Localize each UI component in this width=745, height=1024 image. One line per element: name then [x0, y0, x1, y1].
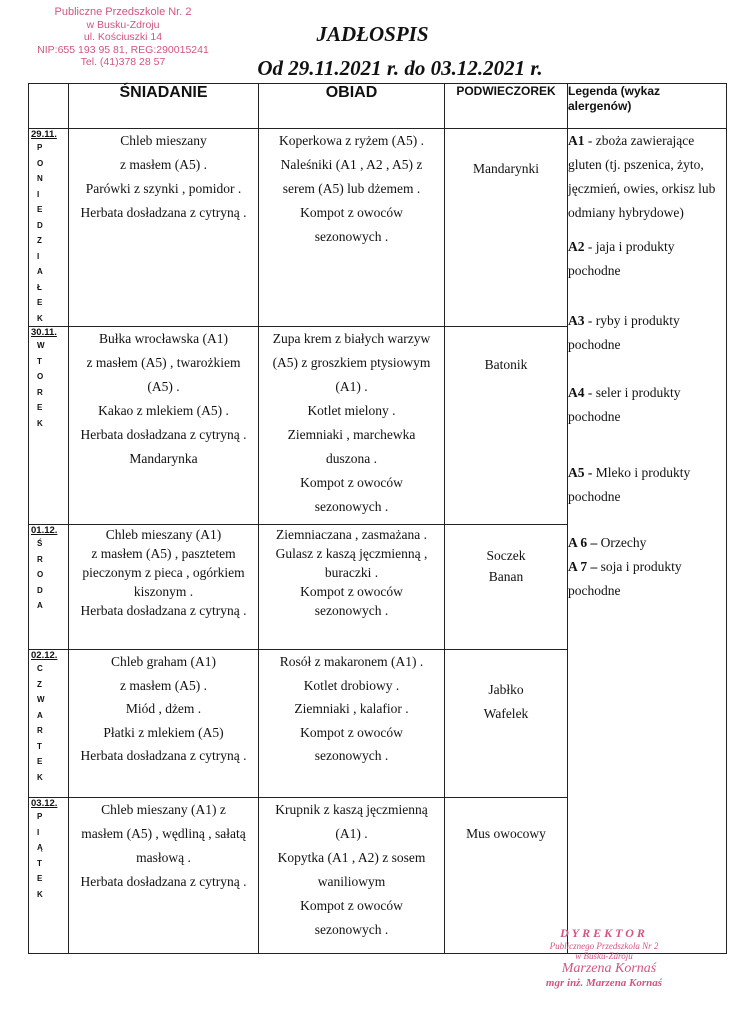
day-letter: K	[37, 772, 43, 782]
legend-header: Legenda (wykaz alergenów)	[568, 84, 727, 129]
snack-cell	[445, 650, 568, 798]
menu-line: Herbata dosładzana z cytryną .	[80, 603, 247, 618]
snack-cell	[445, 327, 568, 525]
menu-line: Jabłko	[488, 682, 524, 697]
menu-line: Batonik	[484, 357, 528, 372]
legend-a1	[568, 129, 726, 225]
day-letter: E	[37, 298, 43, 307]
day-letter: I	[37, 827, 40, 837]
director-name: mgr inż. Marzena Kornaś	[545, 977, 663, 989]
menu-line: Chleb graham (A1)	[111, 654, 216, 669]
lunch-cell	[259, 129, 445, 327]
menu-line: Rosół z makaronem (A1) .	[279, 654, 424, 669]
legend-a3-text: - ryby i produkty pochodne	[568, 313, 680, 352]
handwritten-signature: Marzena Kornaś	[561, 961, 657, 976]
legend-a4-text: - seler i produkty pochodne	[568, 385, 681, 424]
menu-line: Herbata dosładzana z cytryną .	[80, 427, 247, 442]
day-letter: N	[37, 174, 43, 183]
legend-a2-code: A2	[568, 239, 585, 254]
stamp-line-5: Tel. (41)378 28 57	[80, 56, 166, 68]
menu-line: Chleb mieszany (A1) z	[101, 802, 226, 817]
day-letter: K	[37, 418, 43, 428]
menu-line: Miód , dżem .	[125, 701, 202, 716]
menu-line: Ziemniaki , marchewka	[287, 427, 416, 442]
menu-line: pieczonym z pieca , ogórkiem	[82, 565, 245, 580]
menu-line: sezonowych .	[314, 603, 389, 618]
day-letter: R	[37, 554, 43, 564]
menu-line: Kompot z owoców	[300, 584, 403, 599]
legend-a5-code: A5 -	[568, 465, 593, 480]
legend-a7-code: A 7 –	[568, 559, 598, 574]
day-name	[37, 338, 68, 431]
day-letter: I	[37, 189, 40, 199]
menu-line: duszona .	[326, 451, 377, 466]
day-letter: K	[37, 889, 43, 899]
snack-header: PODWIECZOREK	[445, 84, 568, 129]
page-title: JADŁOSPIS	[316, 22, 429, 46]
day-cell	[29, 798, 69, 954]
legend-a3-code: A3	[568, 313, 585, 328]
menu-line: Wafelek	[483, 705, 529, 721]
menu-line: z masłem (A5) , pasztetem	[91, 546, 236, 561]
menu-line: sezonowych .	[314, 748, 389, 763]
day-letter: Ł	[37, 282, 42, 292]
day-cell	[29, 650, 69, 798]
menu-line: z masłem (A5) .	[120, 677, 207, 693]
day-letter: Z	[37, 236, 42, 245]
menu-line: (A1) .	[335, 826, 368, 841]
breakfast-cell	[69, 525, 259, 650]
day-letter: T	[37, 858, 42, 868]
director-stamp	[496, 926, 712, 989]
menu-line: kiszonym .	[133, 584, 194, 599]
day-cell	[29, 129, 69, 327]
menu-line: Bułka wrocławska (A1)	[99, 331, 228, 346]
day-date: 02.12.	[31, 650, 58, 661]
day-letter: T	[37, 741, 42, 751]
menu-line: Soczek	[486, 548, 526, 563]
lunch-cell	[259, 525, 445, 650]
day-letter: O	[37, 570, 44, 579]
stamp-line-2: w Busku-Zdroju	[86, 18, 160, 31]
menu-line: sezonowych .	[314, 229, 389, 244]
menu-line: Płatki z mlekiem (A5)	[103, 724, 224, 740]
menu-line: Zupa krem z białych warzyw	[272, 331, 431, 346]
menu-line: masłem (A5) , wędliną , sałatą	[81, 826, 246, 841]
menu-line: Kotlet drobiowy .	[303, 677, 400, 693]
day-letter: Z	[37, 679, 42, 689]
day-name	[37, 140, 68, 326]
legend-a7	[568, 555, 726, 603]
breakfast-cell	[69, 327, 259, 525]
day-letter: W	[37, 695, 45, 704]
breakfast-header: ŚNIADANIE	[69, 84, 259, 129]
menu-line: Kakao z mlekiem (A5) .	[98, 403, 229, 418]
menu-line: serem (A5) lub dżemem .	[282, 181, 421, 196]
menu-line: waniliowym	[317, 874, 386, 889]
menu-line: Kompot z owoców	[300, 205, 403, 220]
legend-a1-code: A1	[568, 133, 585, 148]
legend-cell	[568, 129, 727, 954]
stamp-line-4: NIP:655 193 95 81, REG:290015241	[37, 43, 209, 56]
day-date: 29.11.	[31, 129, 57, 140]
legend-a6	[568, 531, 726, 555]
menu-line: Kopytka (A1 , A2) z sosem	[277, 850, 426, 865]
day-letter: O	[37, 158, 44, 168]
lunch-cell	[259, 798, 445, 954]
menu-line: buraczki .	[324, 565, 379, 580]
day-letter: A	[37, 710, 43, 720]
breakfast-cell	[69, 650, 259, 798]
director-town: w Busku-Zdroju	[575, 951, 633, 961]
day-row-monday	[29, 129, 727, 327]
day-letter: E	[37, 205, 43, 214]
menu-line: z masłem (A5) , twarożkiem	[86, 355, 241, 370]
menu-line: Kompot z owoców	[300, 475, 403, 490]
day-letter: P	[37, 812, 43, 821]
menu-line: Kotlet mielony .	[307, 403, 396, 418]
menu-table	[28, 83, 727, 954]
day-letter: E	[37, 874, 43, 883]
director-role: DYREKTOR	[560, 926, 648, 940]
lunch-header: OBIAD	[259, 84, 445, 129]
day-letter: E	[37, 403, 43, 412]
menu-line: Banan	[488, 569, 524, 584]
menu-line: Chleb mieszany (A1)	[105, 527, 222, 542]
menu-line: Naleśniki (A1 , A2 , A5) z	[280, 157, 423, 172]
day-name	[37, 809, 68, 902]
day-name	[37, 661, 68, 785]
menu-line: Mandarynki	[473, 161, 539, 176]
menu-line: Herbata dosładzana z cytryną .	[80, 205, 247, 220]
menu-line: Chleb mieszany	[120, 133, 207, 148]
lunch-cell	[259, 650, 445, 798]
menu-line: Ziemniaki , kalafior .	[294, 701, 409, 716]
day-letter: R	[37, 387, 43, 397]
menu-line: Krupnik z kaszą jęczmienną	[275, 802, 428, 817]
day-letter: D	[37, 585, 43, 595]
menu-line: Gulasz z kaszą jęczmienną ,	[275, 546, 428, 561]
director-school: Publicznego Przedszkola Nr 2	[549, 941, 659, 951]
snack-cell	[445, 129, 568, 327]
day-letter: P	[37, 143, 43, 152]
legend-a1-text: - zboża zawierające gluten (tj. pszenica, żyto, jęczmień, owies, orkisz lub odmiany hybrydowe)	[568, 133, 716, 220]
day-letter: Ą	[37, 843, 43, 852]
day-letter: C	[37, 664, 43, 673]
menu-line: Kompot z owoców	[300, 898, 403, 913]
legend-a5-text: Mleko i produkty pochodne	[568, 465, 691, 504]
menu-line: z masłem (A5) .	[120, 157, 207, 172]
day-letter: Ś	[37, 539, 43, 548]
day-letter: A	[37, 601, 43, 610]
day-letter: K	[37, 313, 43, 323]
day-letter: W	[37, 341, 45, 350]
menu-line: Ziemniaczana , zasmażana .	[275, 527, 428, 542]
stamp-line-1: Publiczne Przedszkole Nr. 2	[54, 6, 192, 18]
day-letter: T	[37, 356, 42, 366]
day-date: 01.12.	[31, 525, 58, 536]
menu-line: Koperkowa z ryżem (A5) .	[278, 133, 425, 148]
menu-line: Mus owocowy	[466, 826, 546, 841]
day-date: 30.11.	[31, 327, 57, 338]
day-date: 03.12.	[31, 798, 58, 809]
menu-line: Herbata dosładzana z cytryną .	[80, 874, 247, 889]
snack-cell	[445, 525, 568, 650]
day-letter: I	[37, 251, 40, 261]
breakfast-cell	[69, 129, 259, 327]
legend-a2	[568, 235, 726, 283]
menu-line: sezonowych .	[314, 922, 389, 937]
menu-line: (A5) .	[147, 379, 180, 394]
day-letter: E	[37, 757, 43, 766]
legend-a3	[568, 309, 726, 357]
menu-line: Mandarynka	[129, 451, 198, 466]
day-cell	[29, 327, 69, 525]
legend-a4	[568, 381, 726, 429]
day-letter: A	[37, 267, 43, 276]
legend-a7-text: soja i produkty pochodne	[568, 559, 682, 598]
day-cell	[29, 525, 69, 650]
legend-a2-text: - jaja i produkty pochodne	[568, 239, 675, 278]
day-name	[37, 536, 68, 614]
menu-line: (A5) z groszkiem ptysiowym	[272, 355, 431, 370]
day-header	[29, 84, 69, 129]
menu-line: Parówki z szynki , pomidor .	[85, 181, 242, 196]
legend-a6-text: Orzechy	[597, 535, 647, 550]
stamp-line-3: ul. Kościuszki 14	[83, 31, 163, 43]
day-letter: O	[37, 372, 44, 381]
day-letter: D	[37, 220, 43, 230]
header-row	[29, 84, 727, 129]
legend-a4-code: A4	[568, 385, 585, 400]
menu-line: Kompot z owoców	[300, 724, 403, 740]
menu-line: Herbata dosładzana z cytryną .	[80, 748, 247, 763]
menu-line: masłową .	[136, 850, 191, 865]
day-letter: R	[37, 726, 43, 735]
legend-a6-code: A 6 –	[568, 535, 598, 550]
date-range: Od 29.11.2021 r. do 03.12.2021 r.	[257, 56, 543, 80]
menu-line: sezonowych .	[314, 499, 389, 514]
legend-a5	[568, 461, 726, 509]
lunch-cell	[259, 327, 445, 525]
menu-line: (A1) .	[335, 379, 368, 394]
breakfast-cell	[69, 798, 259, 954]
